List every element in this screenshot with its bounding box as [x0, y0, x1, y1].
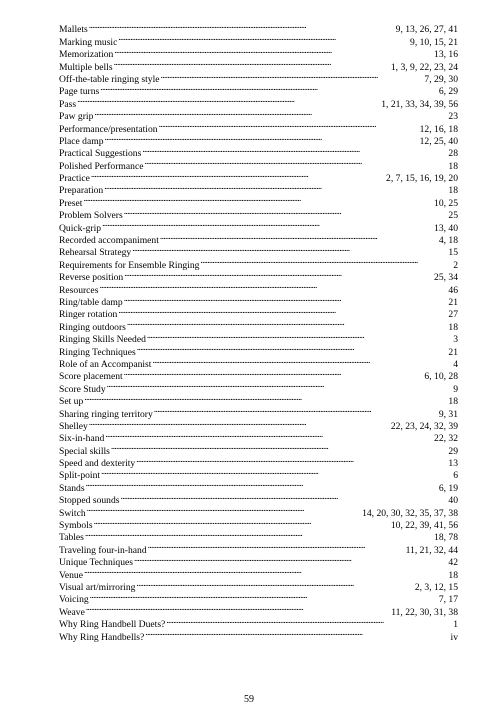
- index-page-refs: 6, 19: [438, 482, 458, 494]
- index-page-refs: 40: [448, 495, 458, 507]
- index-page-refs: 12, 25, 40: [419, 135, 458, 147]
- index-entry: [59, 193, 458, 209]
- dot-leader: [94, 516, 390, 528]
- index-term: Resources: [59, 284, 99, 296]
- dot-leader: [87, 503, 361, 515]
- dot-leader: [136, 578, 413, 590]
- dot-leader: [86, 602, 390, 614]
- index-entry: [59, 119, 458, 135]
- dot-leader: [160, 231, 438, 243]
- index-term: Shelley: [59, 420, 88, 432]
- dot-leader: [85, 528, 433, 540]
- dot-leader: [161, 70, 424, 82]
- index-page-refs: 27: [448, 309, 458, 321]
- index-entry: [59, 404, 458, 420]
- index-entry: [59, 379, 458, 395]
- dot-leader: [142, 144, 447, 156]
- index-term: Off-the-table ringing style: [59, 73, 160, 85]
- index-term: Ring/table damp: [59, 296, 123, 308]
- index-entry: [59, 602, 458, 618]
- index-page-refs: 18: [448, 569, 458, 581]
- index-page-refs: 18: [448, 185, 458, 197]
- index-page-refs: 18: [448, 160, 458, 172]
- index-page-refs: 2, 7, 15, 16, 19, 20: [386, 173, 458, 185]
- dot-leader: [118, 32, 409, 44]
- index-entry: [59, 144, 458, 160]
- index-page-refs: 25, 34: [434, 272, 458, 284]
- dot-leader: [89, 417, 390, 429]
- dot-leader: [159, 119, 419, 131]
- dot-leader: [124, 206, 448, 218]
- dot-leader: [134, 553, 447, 565]
- dot-leader: [90, 590, 438, 602]
- index-term: Venue: [59, 569, 83, 581]
- index-entry: [59, 45, 458, 61]
- dot-leader: [111, 441, 448, 453]
- dot-leader: [124, 268, 433, 280]
- index-term: Problem Solvers: [59, 210, 123, 222]
- index-page-refs: 25: [448, 210, 458, 222]
- index-term: Page turns: [59, 86, 100, 98]
- index-page-refs: 2: [453, 259, 458, 271]
- page-number: 59: [244, 694, 254, 705]
- dot-leader: [127, 317, 448, 329]
- dot-leader: [154, 404, 438, 416]
- index-entry: [59, 231, 458, 247]
- index-page-refs: 7, 17: [438, 594, 458, 606]
- index-term: Practical Suggestions: [59, 148, 142, 160]
- index-term: Split-point: [59, 470, 101, 482]
- index-page-refs: 11, 21, 32, 44: [405, 544, 458, 556]
- index-term: Marking music: [59, 36, 118, 48]
- index-page-refs: 4, 18: [438, 235, 458, 247]
- index-page-refs: 22, 32: [434, 433, 458, 445]
- index-page-refs: 18: [448, 396, 458, 408]
- index-term: Requirements for Ensemble Ringing: [59, 259, 200, 271]
- index-entry: [59, 417, 458, 432]
- dot-leader: [101, 466, 452, 478]
- dot-leader: [166, 615, 452, 627]
- index-page-refs: 22, 23, 24, 32, 39: [390, 420, 458, 432]
- index-entry: [59, 32, 458, 48]
- dot-leader: [91, 169, 385, 181]
- index-page-refs: iv: [450, 631, 458, 643]
- index-page-refs: 11, 22, 30, 31, 38: [391, 606, 458, 618]
- dot-leader: [107, 379, 453, 391]
- index-term: Multiple bells: [59, 61, 113, 73]
- dot-leader: [77, 94, 380, 106]
- index-page-refs: 10, 22, 39, 41, 56: [390, 520, 458, 532]
- index-page-refs: 18, 78: [434, 532, 458, 544]
- index-entry: [59, 218, 458, 234]
- index-entry: [59, 466, 458, 482]
- index-term: Switch: [59, 507, 86, 519]
- index-entry: [59, 94, 458, 110]
- index-entry: [59, 70, 458, 85]
- dot-leader: [124, 367, 424, 379]
- index-term: Pass: [59, 98, 77, 110]
- index-page-refs: 2, 3, 12, 15: [414, 581, 458, 593]
- index-term: Reverse position: [59, 272, 124, 284]
- dot-leader: [84, 392, 447, 404]
- index-term: Preparation: [59, 185, 104, 197]
- index-page-refs: 29: [448, 445, 458, 457]
- index-term: Six-in-hand: [59, 433, 105, 445]
- dot-leader: [102, 218, 433, 230]
- index-entry: [59, 528, 458, 544]
- index-term: Mallets: [59, 24, 88, 36]
- dot-leader: [147, 330, 452, 342]
- index-term: Place damp: [59, 135, 104, 147]
- index-page-refs: 13, 16: [434, 49, 458, 61]
- index-entry: [59, 429, 458, 445]
- index-entry: [59, 305, 458, 321]
- index-page-refs: 1, 3, 9, 22, 23, 24: [390, 61, 458, 73]
- index-entry: [59, 578, 458, 593]
- index-term: Symbols: [59, 520, 93, 532]
- index-entry: [59, 317, 458, 333]
- index-list: [59, 20, 458, 643]
- index-term: Voicing: [59, 594, 89, 606]
- dot-leader: [84, 565, 447, 577]
- index-term: Set up: [59, 396, 84, 408]
- dot-leader: [114, 45, 433, 57]
- dot-leader: [105, 132, 419, 144]
- index-entry: [59, 293, 458, 308]
- index-term: Stopped sounds: [59, 495, 120, 507]
- dot-leader: [86, 478, 438, 490]
- index-term: Rehearsal Strategy: [59, 247, 132, 259]
- index-term: Paw grip: [59, 111, 94, 123]
- dot-leader: [137, 342, 448, 354]
- index-term: Ringer rotation: [59, 309, 118, 321]
- index-term: Ringing outdoors: [59, 321, 126, 333]
- index-term: Why Ring Handbell Duets?: [59, 619, 166, 631]
- index-page-refs: 9, 10, 15, 21: [410, 36, 458, 48]
- index-page-refs: 21: [448, 296, 458, 308]
- dot-leader: [200, 255, 452, 267]
- index-term: Quick-grip: [59, 222, 102, 234]
- index-entry: [59, 107, 458, 123]
- index-page-refs: 3: [453, 334, 458, 346]
- index-page-refs: 13, 40: [434, 222, 458, 234]
- index-entry: [59, 169, 458, 185]
- index-page-refs: 9, 13, 26, 27, 41: [395, 24, 458, 36]
- index-entry: [59, 280, 458, 296]
- index-term: Tables: [59, 532, 84, 544]
- dot-leader: [152, 355, 452, 367]
- index-term: Unique Techniques: [59, 557, 134, 569]
- index-entry: [59, 57, 458, 73]
- index-page-refs: 21: [448, 346, 458, 358]
- dot-leader: [121, 491, 448, 503]
- index-term: Recorded accompaniment: [59, 235, 159, 247]
- index-term: Practice: [59, 173, 90, 185]
- index-entry: [59, 181, 458, 197]
- index-term: Score Study: [59, 383, 106, 395]
- index-entry: [59, 491, 458, 507]
- index-entry: [59, 392, 458, 408]
- dot-leader: [136, 454, 447, 466]
- index-page-refs: 6, 29: [438, 86, 458, 98]
- index-entry: [59, 206, 458, 222]
- index-page-refs: 42: [448, 557, 458, 569]
- dot-leader: [89, 20, 395, 32]
- index-entry: [59, 441, 458, 457]
- dot-leader: [105, 429, 433, 441]
- index-page-refs: 6, 10, 28: [424, 371, 458, 383]
- index-entry: [59, 20, 458, 36]
- dot-leader: [144, 156, 447, 168]
- dot-leader: [83, 193, 433, 205]
- index-entry: [59, 590, 458, 606]
- index-entry: [59, 454, 458, 470]
- index-page-refs: 28: [448, 148, 458, 160]
- index-term: Weave: [59, 606, 85, 618]
- dot-leader: [99, 280, 447, 292]
- index-term: Traveling four-in-hand: [59, 544, 147, 556]
- index-entry: [59, 82, 458, 98]
- index-page-refs: 15: [448, 247, 458, 259]
- index-page-refs: 13: [448, 458, 458, 470]
- index-term: Speed and dexterity: [59, 458, 136, 470]
- index-term: Stands: [59, 482, 85, 494]
- dot-leader: [148, 540, 405, 552]
- index-page-refs: 10, 25: [434, 197, 458, 209]
- index-term: Why Ring Handbells?: [59, 631, 145, 643]
- index-term: Sharing ringing territory: [59, 408, 153, 420]
- dot-leader: [118, 305, 447, 317]
- dot-leader: [114, 57, 390, 69]
- index-term: Preset: [59, 197, 83, 209]
- index-page-refs: 23: [448, 111, 458, 123]
- index-page-refs: 4: [453, 358, 458, 370]
- index-page-refs: 7, 29, 30: [424, 73, 458, 85]
- index-entry: [59, 540, 458, 556]
- index-entry: [59, 478, 458, 494]
- index-term: Visual art/mirroring: [59, 581, 136, 593]
- index-page-refs: 46: [448, 284, 458, 296]
- index-page-refs: 6: [453, 470, 458, 482]
- index-page-refs: 18: [448, 321, 458, 333]
- index-term: Ringing Techniques: [59, 346, 136, 358]
- index-page-refs: 9: [453, 383, 458, 395]
- dot-leader: [104, 181, 447, 193]
- dot-leader: [132, 243, 447, 255]
- dot-leader: [145, 627, 449, 639]
- index-entry: [59, 615, 458, 631]
- index-term: Memorization: [59, 49, 114, 61]
- index-entry: [59, 503, 458, 519]
- index-page-refs: 14, 20, 30, 32, 35, 37, 38: [362, 507, 458, 519]
- index-page-refs: 9, 31: [438, 408, 458, 420]
- index-term: Polished Performance: [59, 160, 144, 172]
- dot-leader: [94, 107, 447, 119]
- dot-leader: [124, 293, 448, 305]
- index-term: Score placement: [59, 371, 123, 383]
- index-term: Performance/presentation: [59, 123, 158, 135]
- index-page-refs: 12, 16, 18: [419, 123, 458, 135]
- index-term: Ringing Skills Needed: [59, 334, 146, 346]
- index-page-refs: 1, 21, 33, 34, 39, 56: [381, 98, 458, 110]
- dot-leader: [100, 82, 438, 94]
- index-entry: [59, 132, 458, 147]
- index-term: Role of an Accompanist: [59, 358, 152, 370]
- index-entry: [59, 565, 458, 581]
- index-page-refs: 1: [453, 619, 458, 631]
- index-term: Special skills: [59, 445, 110, 457]
